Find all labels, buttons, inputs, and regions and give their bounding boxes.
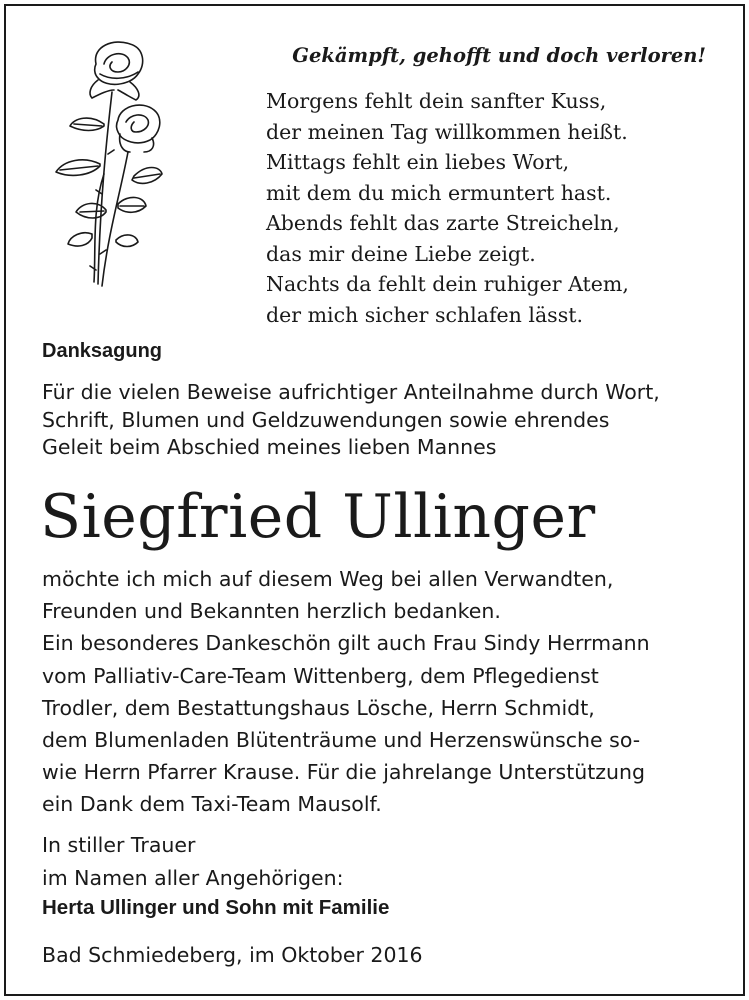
- thanks-body-line: möchte ich mich auf diesem Weg bei allen Verwandten,: [42, 567, 614, 591]
- closing-line: im Namen aller Angehörigen:: [42, 865, 344, 890]
- thanks-body-line: Freunden und Bekannten herzlich bedanken.: [42, 599, 501, 624]
- thanks-intro: [42, 379, 708, 462]
- thanks-line: Für die vielen Beweise aufrichtiger Anteilnahme durch Wort,: [42, 380, 660, 404]
- poem-line: mit dem du mich ermuntert hast.: [266, 180, 612, 205]
- thanks-body-line: ein Dank dem Taxi-Team Mausolf.: [42, 792, 382, 817]
- closing: [42, 829, 344, 894]
- poem-line: das mir deine Liebe zeigt.: [266, 241, 536, 266]
- thanks-line: Schrift, Blumen und Geldzuwendungen sowie ehrendes: [42, 407, 610, 432]
- thanks-body-line: Ein besonderes Dankeschön gilt auch Frau Sindy Herrmann: [42, 631, 650, 656]
- poem-line: der meinen Tag willkommen heißt.: [266, 119, 628, 144]
- motto-heading: Gekämpft, gehofft und doch verloren!: [292, 44, 706, 67]
- poem-line: der mich sicher schlafen lässt.: [266, 302, 583, 327]
- poem-line: Mittags fehlt ein liebes Wort,: [266, 150, 570, 174]
- closing-line: In stiller Trauer: [42, 833, 196, 857]
- thanks-line: Geleit beim Abschied meines lieben Mannes: [42, 435, 497, 459]
- poem-line: Abends fehlt das zarte Streicheln,: [266, 211, 620, 235]
- thanks-body-line: Trodler, dem Bestattungshaus Lösche, Herrn Schmidt,: [42, 695, 595, 720]
- poem-line: Morgens fehlt dein sanfter Kuss,: [266, 89, 607, 113]
- signature: Herta Ullinger und Sohn mit Familie: [42, 896, 390, 919]
- section-heading: Danksagung: [42, 340, 163, 362]
- thanks-body: [42, 563, 708, 821]
- poem-line: Nachts da fehlt dein ruhiger Atem,: [266, 272, 629, 296]
- deceased-name: Siegfried Ullinger: [40, 482, 596, 552]
- thanks-body-line: wie Herrn Pfarrer Krause. Für die jahrelange Unterstützung: [42, 760, 646, 785]
- thanks-body-line: dem Blumenladen Blütenträume und Herzenswünsche so-: [42, 728, 641, 753]
- poem: [266, 86, 706, 330]
- place-date: Bad Schmiedeberg, im Oktober 2016: [42, 943, 423, 967]
- thanks-body-line: vom Palliativ-Care-Team Wittenberg, dem Pflegedienst: [42, 663, 599, 688]
- rose-icon: [34, 34, 164, 294]
